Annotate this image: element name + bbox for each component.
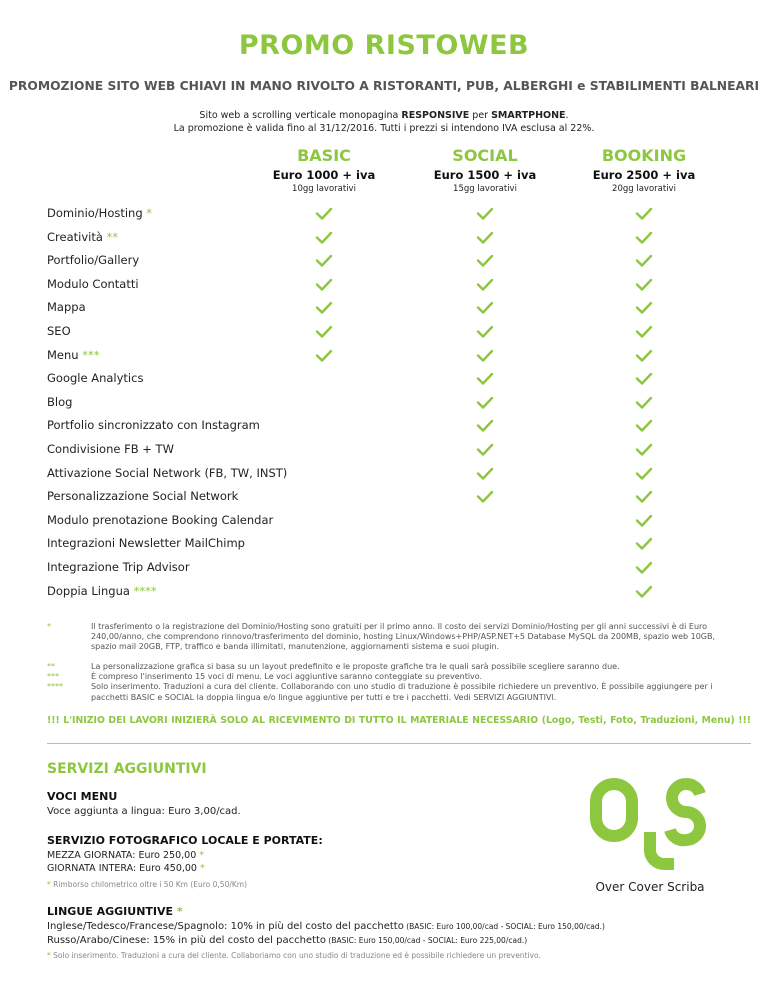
footnote-text: Solo inserimento. Traduzioni a cura del cliente. Collaborando con uno studio di traduzione è possibile richiedere un preventivo. È possibile aggiungere per i pacchetti BASIC e SOCIAL la doppia lingua e/o lingue aggiuntive per tutti e tre i pacchetti. Vedi SERVIZI AGGIUNTIVI. <box>91 682 713 702</box>
check-icon <box>315 207 333 221</box>
feature-label <box>47 466 287 480</box>
intro-text <box>0 109 768 135</box>
check-icon <box>315 278 333 292</box>
foto-note-mark: * <box>47 880 51 889</box>
feature-label-text: Condivisione FB + TW <box>47 442 174 456</box>
package-days: 15gg lavorativi <box>453 184 517 194</box>
package-social <box>405 146 565 194</box>
check-icon <box>315 231 333 245</box>
feature-label-text: Menu <box>47 347 79 362</box>
feature-label-text: Modulo Contatti <box>47 276 139 291</box>
foto-line2-text: GIORNATA INTERA: Euro 450,00 <box>47 863 197 874</box>
feature-label <box>47 253 139 267</box>
footnote-text: È compreso l'inserimento 15 voci di menu. Le voci aggiuntive saranno conteggiate su preventivo. <box>91 672 483 682</box>
feature-label <box>47 395 72 409</box>
check-icon <box>635 561 653 575</box>
check-icon <box>635 514 653 528</box>
feature-label-text: Personalizzazione Social Network <box>47 489 239 504</box>
feature-label <box>47 371 143 385</box>
lingue-title <box>47 905 183 918</box>
feature-label <box>47 418 260 432</box>
check-icon <box>635 254 653 268</box>
feature-label-text: Integrazioni Newsletter MailChimp <box>47 536 245 551</box>
check-icon <box>635 585 653 599</box>
check-icon <box>635 372 653 386</box>
feature-label <box>47 277 139 291</box>
foto-line1 <box>47 850 204 861</box>
check-icon <box>635 490 653 504</box>
feature-label-text: Dominio/Hosting <box>47 206 143 220</box>
foto-line2-mark: * <box>196 863 205 874</box>
feature-label-text: Creatività <box>47 229 103 244</box>
foto-note-text: Rimborso chilometrico oltre i 50 Km (Euro 0,50/Km) <box>50 880 248 889</box>
footnote-mark: ** <box>47 662 55 671</box>
check-icon <box>476 207 494 221</box>
check-icon <box>635 443 653 457</box>
foto-title: SERVIZIO FOTOGRAFICO LOCALE E PORTATE: <box>47 834 323 847</box>
feature-label <box>47 584 157 598</box>
check-icon <box>635 207 653 221</box>
feature-label <box>47 560 190 574</box>
lingue-line1-detail: (BASIC: Euro 100,00/cad - SOCIAL: Euro 150,00/cad.) <box>403 922 605 931</box>
footnote-text: La personalizzazione grafica si basa su un layout predefinito e le proposte grafiche tra le quali sarà possibile scegliere saranno due. <box>91 662 620 671</box>
intro-responsive: RESPONSIVE <box>401 110 470 121</box>
package-price: Euro 1500 + iva <box>433 168 537 182</box>
check-icon <box>315 325 333 339</box>
intro-line1-e: . <box>565 110 569 121</box>
page-title: PROMO RISTOWEB <box>238 30 530 61</box>
package-name: SOCIAL <box>452 146 518 165</box>
check-icon <box>476 301 494 315</box>
check-icon <box>315 254 333 268</box>
foto-note <box>47 880 247 889</box>
footnote <box>47 622 727 662</box>
feature-label <box>47 536 245 550</box>
lingue-title-text: LINGUE AGGIUNTIVE <box>47 905 174 918</box>
check-icon <box>476 396 494 410</box>
voci-menu-text: Voce aggiunta a lingua: Euro 3,00/cad. <box>47 806 241 817</box>
feature-label-text: Attivazione Social Network (FB, TW, INST) <box>47 465 288 480</box>
check-icon <box>635 301 653 315</box>
intro-smartphone: SMARTPHONE <box>491 110 566 121</box>
intro-line2: La promozione è valida fino al 31/12/2016. Tutti i prezzi si intendono IVA esclusa al 22%. <box>173 123 595 134</box>
check-icon <box>635 467 653 481</box>
check-icon <box>315 349 333 363</box>
feature-label <box>47 489 238 503</box>
lingue-line2 <box>47 935 527 946</box>
check-icon <box>476 325 494 339</box>
footnote <box>47 682 727 702</box>
feature-label-text: Portfolio/Gallery <box>47 253 140 268</box>
package-days: 20gg lavorativi <box>612 184 676 194</box>
check-icon <box>315 301 333 315</box>
check-icon <box>476 278 494 292</box>
check-icon <box>476 467 494 481</box>
footnote <box>47 672 727 682</box>
check-icon <box>476 490 494 504</box>
package-basic <box>244 146 404 194</box>
feature-label-text: Portfolio sincronizzato con Instagram <box>47 418 260 433</box>
section-title: SERVIZI AGGIUNTIVI <box>47 761 207 777</box>
check-icon <box>476 419 494 433</box>
feature-label-mark: **** <box>129 583 157 598</box>
lingue-note-mark: * <box>47 951 51 960</box>
logo-label: Over Cover Scriba <box>595 880 705 894</box>
feature-label-mark: ** <box>102 229 119 244</box>
package-name: BASIC <box>297 146 351 165</box>
package-name: BOOKING <box>601 146 687 165</box>
foto-line2 <box>47 863 205 874</box>
lingue-line2-detail: (BASIC: Euro 150,00/cad - SOCIAL: Euro 225,00/cad.) <box>326 936 528 945</box>
feature-label <box>47 442 174 456</box>
feature-label-text: Blog <box>47 394 73 409</box>
check-icon <box>635 537 653 551</box>
lingue-line1 <box>47 921 605 932</box>
footnote-mark: * <box>47 622 51 631</box>
check-icon <box>476 231 494 245</box>
check-icon <box>476 443 494 457</box>
feature-label-text: Doppia Lingua <box>47 583 130 598</box>
feature-label <box>47 230 118 244</box>
feature-label <box>47 300 86 314</box>
check-icon <box>476 254 494 268</box>
ocs-logo-icon <box>588 776 712 878</box>
check-icon <box>635 396 653 410</box>
feature-label-mark: *** <box>78 347 100 362</box>
package-days: 10gg lavorativi <box>292 184 356 194</box>
feature-label-text: Google Analytics <box>47 371 144 386</box>
feature-label-text: Mappa <box>47 300 86 315</box>
package-booking <box>564 146 724 194</box>
warning-text: !!! L'INIZIO DEI LAVORI INIZIERÀ SOLO AL RICEVIMENTO DI TUTTO IL MATERIALE NECESSARIO (Logo, Testi, Foto, Traduzioni, Menu) !!! <box>47 715 751 726</box>
check-icon <box>635 349 653 363</box>
footnote-text: Il trasferimento o la registrazione del Dominio/Hosting sono gratuiti per il primo anno. Il costo dei servizi Dominio/Hosting per gli anni successivi è di Euro 240,00/anno, che comprendono rinnovo/trasferimento del dominio, hosting Linux/Windows+PHP/ASP.NET+5 Database MySQL da 200MB, spazio web 10GB, spazio mail 20GB, FTP, traffico e banda illimitati, manutenzione, aggiornamenti sistema e suoi plugin. <box>91 622 716 652</box>
footnote-mark: **** <box>47 682 63 692</box>
feature-label-text: SEO <box>47 324 71 338</box>
package-price: Euro 2500 + iva <box>592 168 696 182</box>
lingue-title-mark: * <box>173 905 183 918</box>
feature-label-mark: * <box>142 206 153 220</box>
check-icon <box>635 278 653 292</box>
feature-label <box>47 206 152 220</box>
check-icon <box>635 419 653 433</box>
intro-line1-a: Sito web a scrolling verticale monopagina <box>199 110 402 121</box>
footnote-mark: *** <box>47 672 59 682</box>
lingue-line2-text: Russo/Arabo/Cinese: 15% in più del costo del pacchetto <box>47 935 327 946</box>
check-icon <box>476 372 494 386</box>
feature-label <box>47 324 71 338</box>
lingue-note-text: Solo inserimento. Traduzioni a cura del cliente. Collaboriamo con uno studio di traduzione ed è possibile richiedere un preventivo. <box>50 951 541 960</box>
check-icon <box>476 349 494 363</box>
foto-line1-text: MEZZA GIORNATA: Euro 250,00 <box>47 850 197 861</box>
feature-label-text: Integrazione Trip Advisor <box>47 560 190 574</box>
lingue-note <box>47 951 541 960</box>
lingue-line1-text: Inglese/Tedesco/Francese/Spagnolo: 10% in più del costo del pacchetto <box>47 921 404 932</box>
feature-label <box>47 513 273 527</box>
divider <box>47 743 751 744</box>
intro-line1-c: per <box>469 110 492 121</box>
check-icon <box>635 325 653 339</box>
feature-label-text: Modulo prenotazione Booking Calendar <box>47 512 274 527</box>
feature-label <box>47 348 99 362</box>
voci-menu-title: VOCI MENU <box>47 790 118 803</box>
check-icon <box>635 231 653 245</box>
page-subtitle: PROMOZIONE SITO WEB CHIAVI IN MANO RIVOLTO A RISTORANTI, PUB, ALBERGHI e STABILIMENTI BALNEARI <box>8 79 760 93</box>
foto-line1-mark: * <box>196 850 205 861</box>
footnote <box>47 662 727 672</box>
footnotes <box>47 622 727 703</box>
package-price: Euro 1000 + iva <box>272 168 376 182</box>
